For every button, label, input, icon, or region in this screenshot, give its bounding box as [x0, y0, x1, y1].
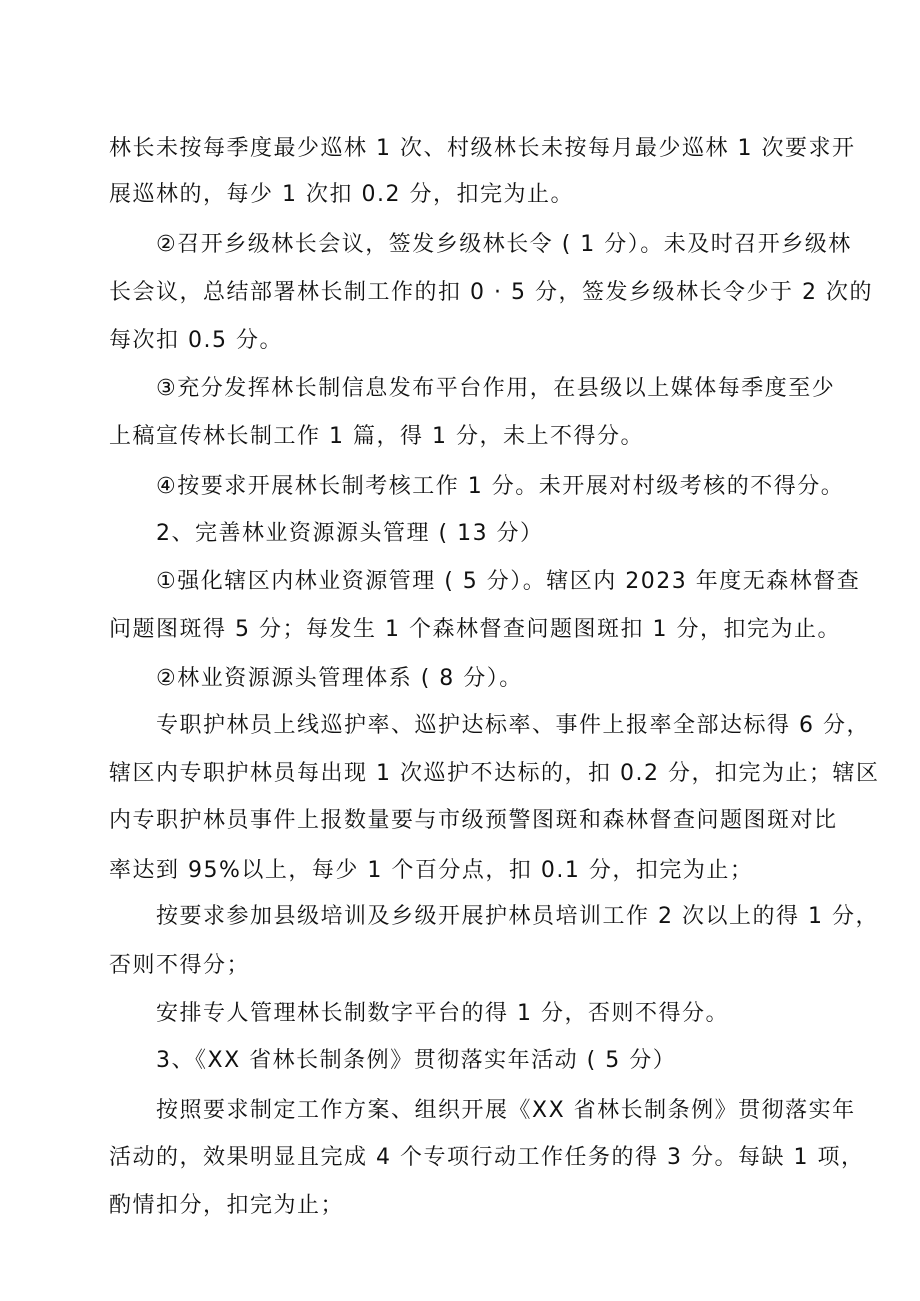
text-line: 每次扣 0.5 分。 [109, 328, 283, 353]
text-line: 否则不得分； [109, 953, 251, 978]
text-line: 酌情扣分，扣完为止； [109, 1193, 345, 1218]
text-line: 长会议，总结部署林长制工作的扣 0 · 5 分，签发乡级林长令少于 2 次的 [109, 280, 873, 305]
text-line: 按要求参加县级培训及乡级开展护林员培训工作 2 次以上的得 1 分， [156, 904, 879, 929]
text-line: ②林业资源源头管理体系 ( 8 分）。 [156, 666, 523, 691]
text-line: 林长未按每季度最少巡林 1 次、村级林长未按每月最少巡林 1 次要求开 [109, 136, 856, 161]
text-line: 专职护林员上线巡护率、巡护达标率、事件上报率全部达标得 6 分， [156, 713, 870, 738]
text-line: 内专职护林员事件上报数量要与市级预警图斑和森林督查问题图斑对比 [109, 808, 838, 833]
text-line: 按照要求制定工作方案、组织开展《XX 省林长制条例》贯彻落实年 [156, 1098, 856, 1123]
text-line: ④按要求开展林长制考核工作 1 分。未开展对村级考核的不得分。 [156, 474, 845, 499]
text-line: 安排专人管理林长制数字平台的得 1 分，否则不得分。 [156, 1001, 729, 1026]
text-line: 上稿宣传林长制工作 1 篇，得 1 分，未上不得分。 [109, 424, 644, 449]
text-line: ②召开乡级林长会议，签发乡级林长令 ( 1 分）。未及时召开乡级林 [156, 232, 852, 257]
text-line: 辖区内专职护林员每出现 1 次巡护不达标的，扣 0.2 分，扣完为止；辖区 [109, 761, 880, 786]
section-heading: 2、完善林业资源源头管理 ( 13 分） [156, 521, 544, 546]
text-line: 问题图斑得 5 分；每发生 1 个森林督查问题图斑扣 1 分，扣完为止。 [109, 617, 841, 642]
text-line: ③充分发挥林长制信息发布平台作用，在县级以上媒体每季度至少 [156, 376, 836, 401]
text-line: 率达到 95%以上，每少 1 个百分点，扣 0.1 分，扣完为止； [109, 858, 754, 883]
text-line: 展巡林的，每少 1 次扣 0.2 分，扣完为止。 [109, 182, 574, 207]
text-line: 活动的，效果明显且完成 4 个专项行动工作任务的得 3 分。每缺 1 项， [109, 1145, 865, 1170]
section-heading: 3、《XX 省林长制条例》贯彻落实年活动 ( 5 分） [156, 1048, 677, 1073]
text-line: ①强化辖区内林业资源管理 ( 5 分）。辖区内 2023 年度无森林督查 [156, 569, 861, 594]
